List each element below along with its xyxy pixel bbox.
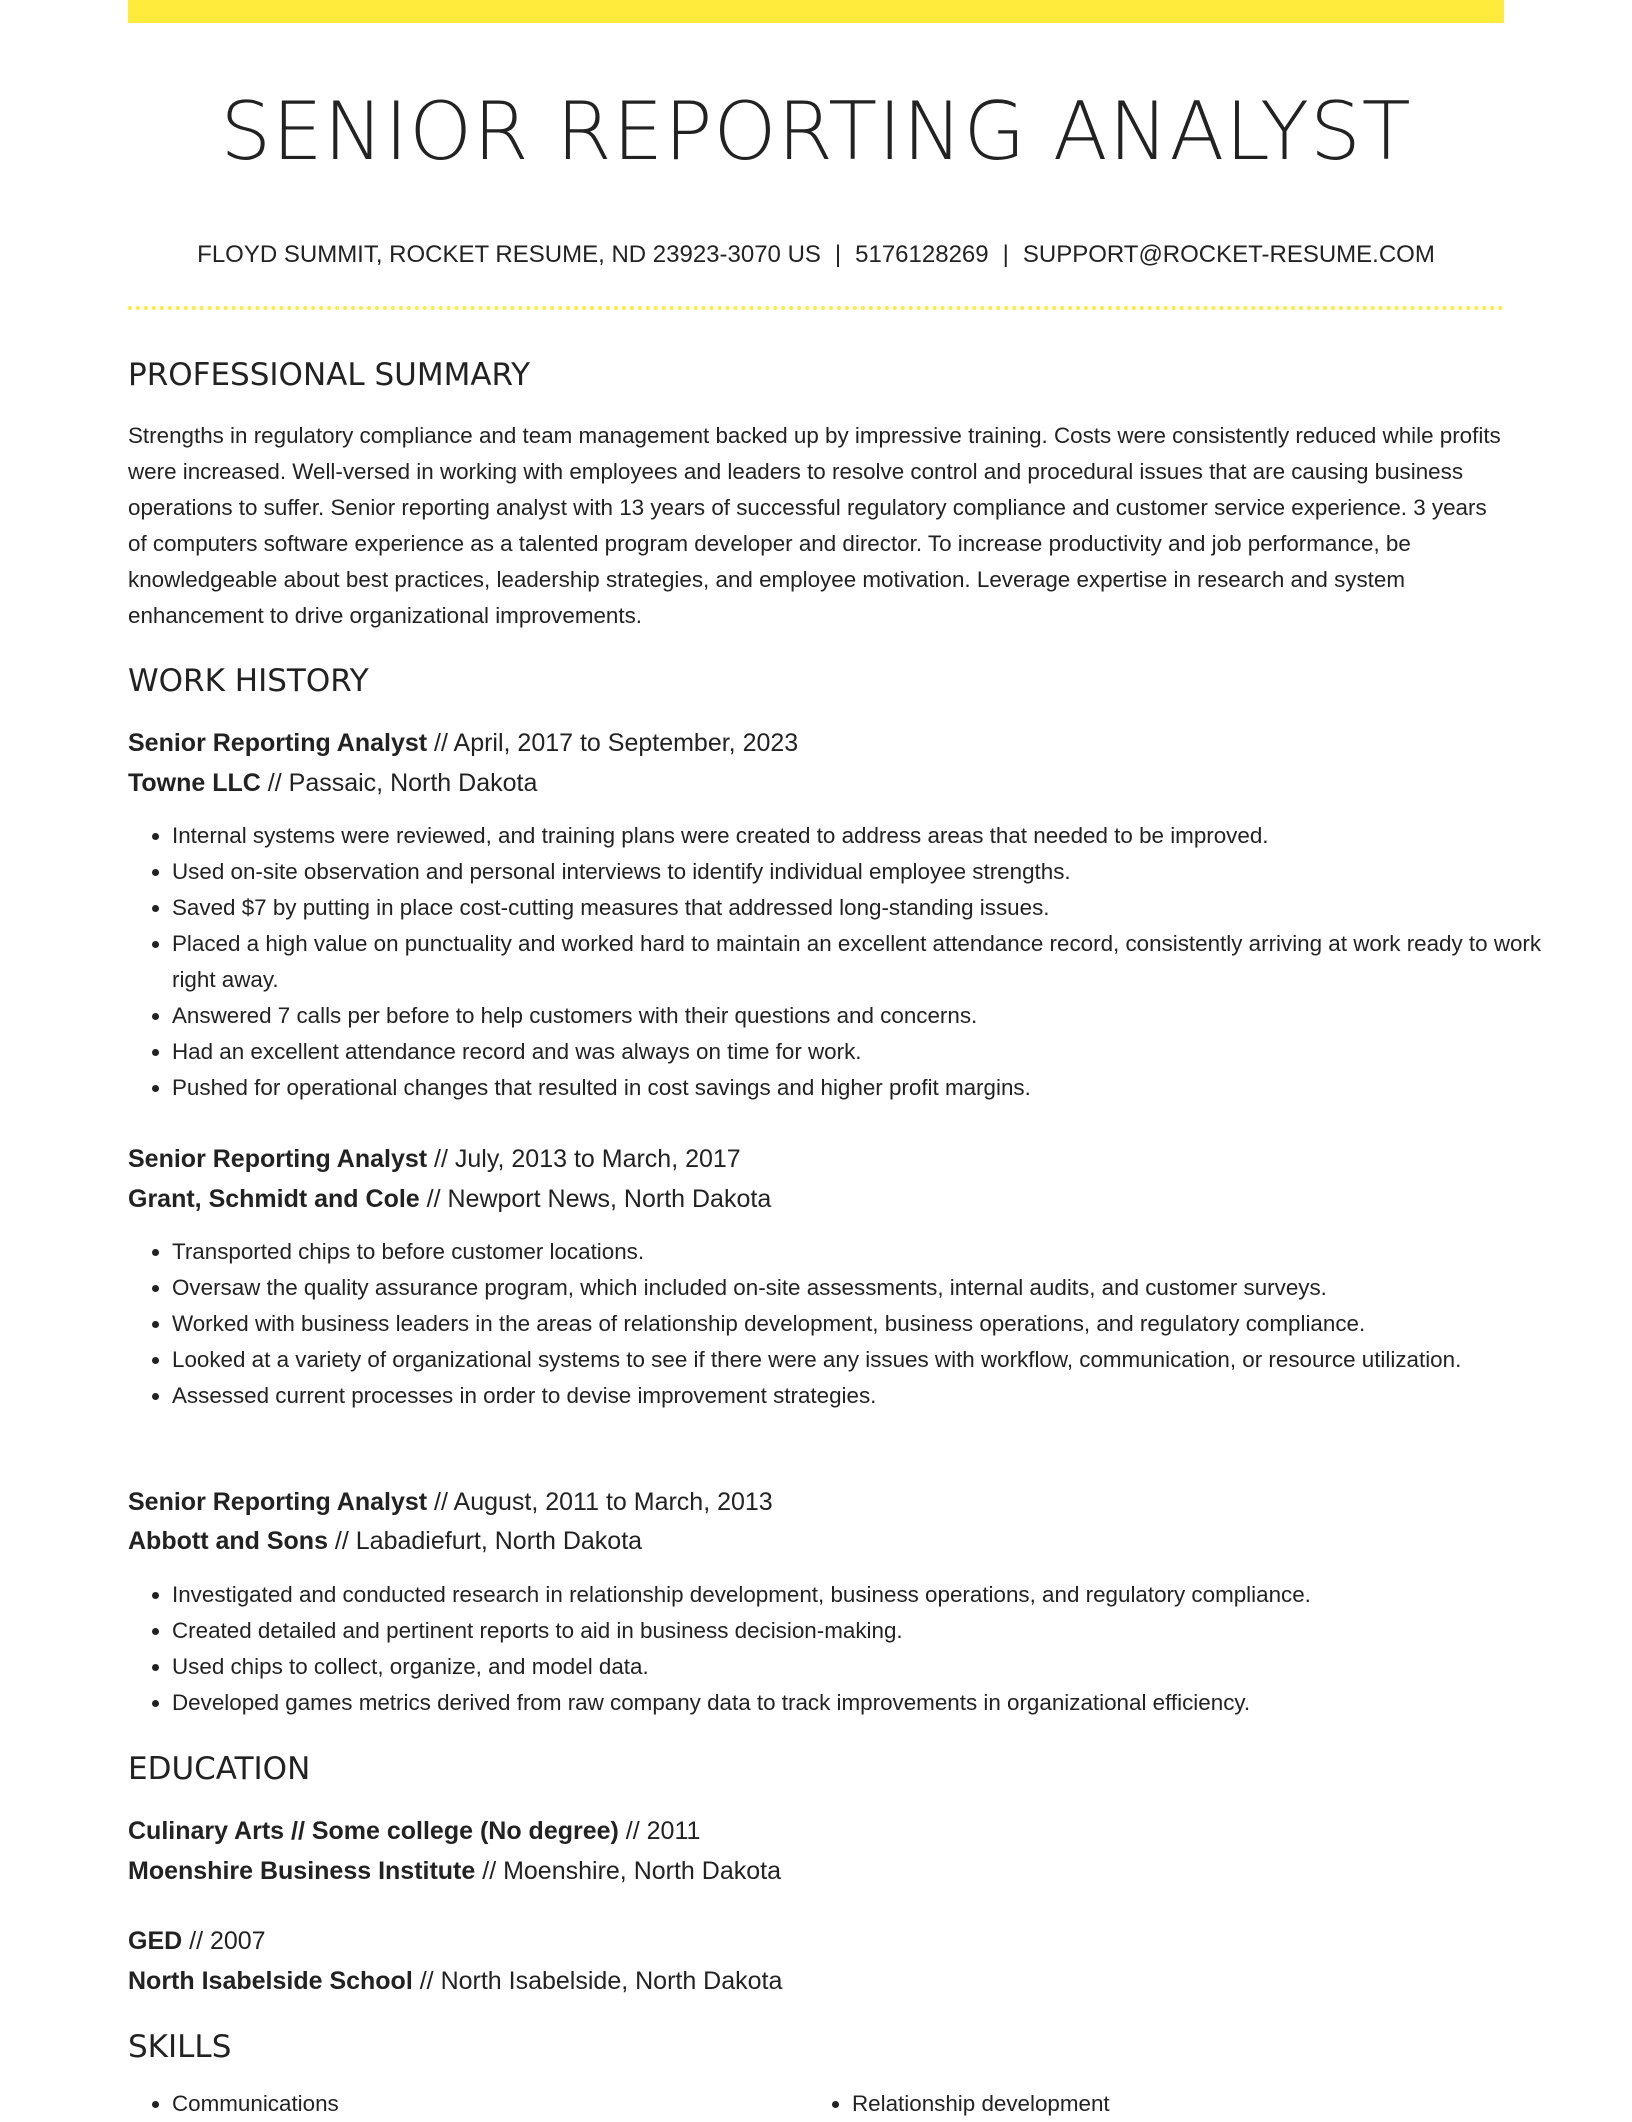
job-position: Senior Reporting Analyst — [128, 1488, 428, 1516]
list-item: • Internal systems were reviewed, and training plans were created to address areas that needed to be improved. — [172, 818, 1548, 854]
list-item: • Had an excellent attendance record and was always on time for work. — [172, 1034, 1548, 1070]
list-item: • Oversaw the quality assurance program, which included on-site assessments, internal audits, and customer surveys. — [172, 1270, 1548, 1306]
education-degree-line — [128, 1921, 266, 1961]
resume-title: SENIOR REPORTING ANALYST — [220, 85, 1412, 178]
contact-address: FLOYD SUMMIT, ROCKET RESUME, ND 23923-3070 US — [197, 241, 821, 268]
list-item: • Worked with business leaders in the areas of relationship development, business operations, and regulatory compliance. — [172, 1306, 1548, 1342]
list-item: • Created detailed and pertinent reports to aid in business decision-making. — [172, 1613, 1548, 1649]
education-location: // North Isabelside, North Dakota — [412, 1967, 783, 1995]
contact-separator: | — [1002, 241, 1009, 268]
list-item: • Transported chips to before customer locations. — [172, 1234, 1548, 1270]
list-item: • Assessed current processes in order to devise improvement strategies. — [172, 1378, 1548, 1414]
education-degree: Culinary Arts // Some college (No degree) — [128, 1817, 619, 1845]
job-company: Towne LLC — [128, 769, 261, 797]
job-company-line — [128, 763, 537, 803]
job-title-line — [128, 1482, 773, 1522]
education-school: North Isabelside School — [128, 1967, 413, 1995]
list-item: • Saved $7 by putting in place cost-cutting measures that addressed long-standing issues. — [172, 890, 1548, 926]
list-item: • Looked at a variety of organizational systems to see if there were any issues with workflow, communication, or resource utilization. — [172, 1342, 1548, 1378]
education-school-line — [128, 1961, 782, 2001]
job-title-line — [128, 723, 798, 763]
job-location: // Labadiefurt, North Dakota — [327, 1527, 643, 1555]
education-school-line — [128, 1851, 781, 1891]
skills-heading: SKILLS — [128, 2029, 232, 2065]
education-degree: GED — [128, 1927, 183, 1955]
dotted-divider — [128, 306, 1504, 310]
education-location: // Moenshire, North Dakota — [475, 1857, 781, 1885]
list-item: • Used on-site observation and personal interviews to identify individual employee strengths. — [172, 854, 1548, 890]
skills-list-left — [128, 2086, 852, 2122]
list-item: • Placed a high value on punctuality and worked hard to maintain an excellent attendance record, consistently arriving at work ready to work right away. — [172, 926, 1548, 998]
summary-text: Strengths in regulatory compliance and team management backed up by impressive training. Costs were consistently reduced while profits were increased. Well-versed in working with employees and leaders to resolve control and procedural issues that are causing business operations to suffer. Senior reporting analyst with 13 years of successful regulatory compliance and customer service experience. 3 years of computers software experience as a talented program developer and director. To increase productivity and job performance, be knowledgeable about best practices, leadership strategies, and employee motivation. Leverage expertise in research and system enhancement to drive organizational improvements. — [128, 423, 1501, 628]
accent-top-bar — [128, 0, 1504, 23]
job-bullets — [128, 818, 1548, 1106]
job-title-line — [128, 1139, 741, 1179]
job-location: // Newport News, North Dakota — [419, 1185, 772, 1213]
job-company-line — [128, 1521, 642, 1561]
job-bullets — [128, 1234, 1548, 1414]
job-dates: // July, 2013 to March, 2017 — [427, 1145, 741, 1173]
education-year: // 2007 — [182, 1927, 266, 1955]
contact-phone: 5176128269 — [855, 241, 989, 268]
summary-heading: PROFESSIONAL SUMMARY — [128, 357, 531, 393]
job-position: Senior Reporting Analyst — [128, 1145, 428, 1173]
education-year: // 2011 — [618, 1817, 701, 1845]
job-company: Grant, Schmidt and Cole — [128, 1185, 420, 1213]
list-item: • Investigated and conducted research in relationship development, business operations, and regulatory compliance. — [172, 1577, 1548, 1613]
list-item: • Used chips to collect, organize, and model data. — [172, 1649, 1548, 1685]
contact-line — [128, 238, 1504, 272]
job-company: Abbott and Sons — [128, 1527, 328, 1555]
job-company-line — [128, 1179, 771, 1219]
work-history-heading: WORK HISTORY — [128, 663, 369, 699]
list-item: • Developed games metrics derived from raw company data to track improvements in organizational efficiency. — [172, 1685, 1548, 1721]
contact-email: SUPPORT@ROCKET-RESUME.COM — [1022, 241, 1435, 268]
contact-separator: | — [834, 241, 842, 268]
job-dates: // August, 2011 to March, 2013 — [427, 1488, 773, 1516]
skill-item: • Relationship development — [852, 2086, 1532, 2122]
job-bullets — [128, 1577, 1548, 1721]
education-school: Moenshire Business Institute — [128, 1857, 476, 1885]
education-degree-line — [128, 1811, 700, 1851]
list-item: • Pushed for operational changes that resulted in cost savings and higher profit margins. — [172, 1070, 1548, 1106]
job-location: // Passaic, North Dakota — [260, 769, 538, 797]
job-position: Senior Reporting Analyst — [128, 729, 428, 757]
list-item: • Answered 7 calls per before to help customers with their questions and concerns. — [172, 998, 1548, 1034]
education-heading: EDUCATION — [128, 1751, 311, 1787]
skill-item: • Communications — [172, 2086, 852, 2122]
skills-list-right — [808, 2086, 1532, 2122]
job-dates: // April, 2017 to September, 2023 — [427, 729, 799, 757]
